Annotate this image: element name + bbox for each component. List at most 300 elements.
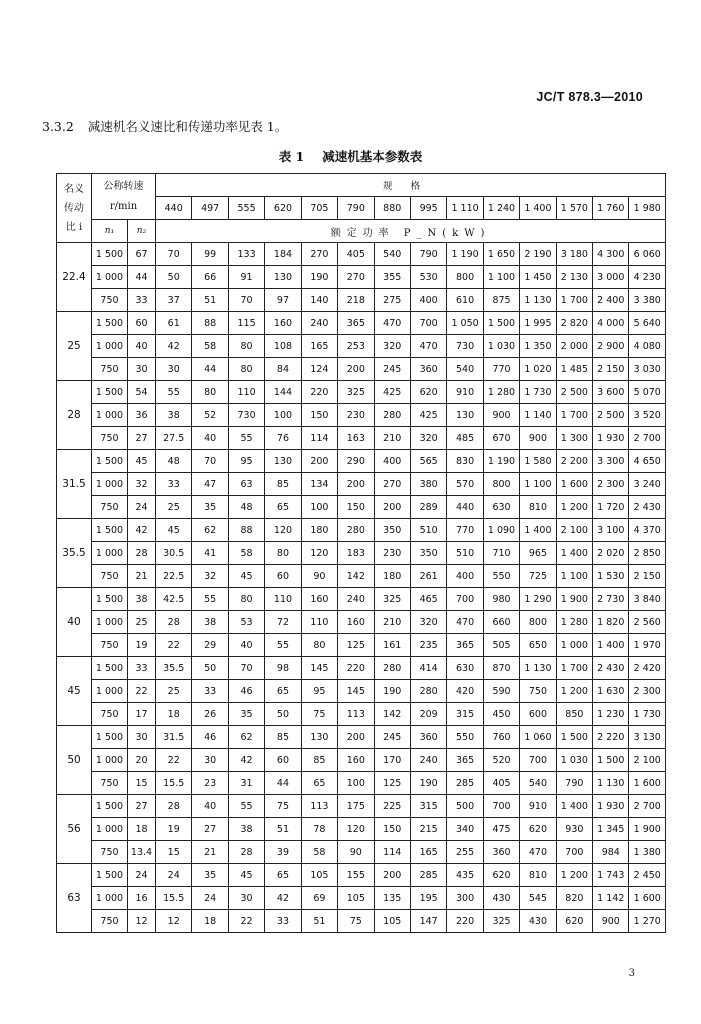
power-cell: 110: [265, 588, 301, 611]
power-cell: 50: [156, 266, 192, 289]
power-cell: 26: [192, 703, 228, 726]
power-cell: 55: [192, 588, 228, 611]
table-row: [57, 634, 666, 657]
power-cell: 150: [338, 496, 374, 519]
power-cell: 300: [447, 887, 483, 910]
power-cell: 2 400: [593, 289, 629, 312]
power-cell: 1 200: [556, 864, 592, 887]
power-cell: 550: [447, 726, 483, 749]
power-cell: 62: [192, 519, 228, 542]
power-cell: 570: [447, 473, 483, 496]
power-cell: 245: [374, 726, 410, 749]
power-cell: 365: [447, 634, 483, 657]
power-cell: 470: [410, 335, 446, 358]
power-cell: 930: [556, 818, 592, 841]
ratio-cell: 50: [57, 726, 92, 795]
n1-cell: 750: [92, 358, 128, 381]
power-cell: 3 130: [629, 726, 666, 749]
header-row-spec: [57, 174, 666, 197]
power-cell: 1 820: [593, 611, 629, 634]
power-cell: 78: [301, 818, 337, 841]
table-row: [57, 565, 666, 588]
power-cell: 155: [338, 864, 374, 887]
power-cell: 22: [156, 749, 192, 772]
power-cell: 33: [265, 910, 301, 933]
power-cell: 435: [447, 864, 483, 887]
power-cell: 1 190: [447, 243, 483, 266]
power-cell: 22: [156, 634, 192, 657]
power-cell: 900: [483, 404, 519, 427]
speed-header-line: 公称转速: [103, 180, 144, 192]
power-cell: 2 420: [629, 657, 666, 680]
power-cell: 225: [374, 795, 410, 818]
n2-cell: 17: [128, 703, 156, 726]
spec-value: 440: [156, 197, 192, 220]
power-cell: 820: [556, 887, 592, 910]
power-cell: 44: [192, 358, 228, 381]
n2-cell: 15: [128, 772, 156, 795]
power-cell: 400: [374, 450, 410, 473]
ratio-cell: 45: [57, 657, 92, 726]
power-cell: 1 485: [556, 358, 592, 381]
power-cell: 61: [156, 312, 192, 335]
power-cell: 800: [520, 611, 556, 634]
power-cell: 984: [593, 841, 629, 864]
table-row: [57, 841, 666, 864]
power-cell: 80: [301, 634, 337, 657]
power-cell: 1 130: [520, 657, 556, 680]
power-cell: 485: [447, 427, 483, 450]
power-cell: 160: [301, 588, 337, 611]
power-cell: 38: [156, 404, 192, 427]
n1-cell: 1 500: [92, 657, 128, 680]
power-cell: 165: [410, 841, 446, 864]
table-row: [57, 289, 666, 312]
power-cell: 52: [192, 404, 228, 427]
spec-value: 790: [338, 197, 374, 220]
power-cell: 520: [483, 749, 519, 772]
power-cell: 261: [410, 565, 446, 588]
power-cell: 2 450: [629, 864, 666, 887]
n2-cell: 19: [128, 634, 156, 657]
power-cell: 80: [228, 335, 264, 358]
power-cell: 1 100: [556, 565, 592, 588]
power-cell: 3 600: [593, 381, 629, 404]
power-cell: 84: [265, 358, 301, 381]
power-cell: 2 150: [593, 358, 629, 381]
power-cell: 3 300: [593, 450, 629, 473]
power-cell: 220: [338, 657, 374, 680]
n2-cell: 33: [128, 657, 156, 680]
power-cell: 1 050: [447, 312, 483, 335]
power-cell: 65: [265, 496, 301, 519]
n2-cell: 27: [128, 795, 156, 818]
power-cell: 6 060: [629, 243, 666, 266]
power-cell: 40: [228, 634, 264, 657]
power-cell: 183: [338, 542, 374, 565]
power-cell: 590: [483, 680, 519, 703]
power-cell: 710: [483, 542, 519, 565]
power-cell: 870: [483, 657, 519, 680]
power-cell: 2 020: [593, 542, 629, 565]
n1-cell: 1 500: [92, 519, 128, 542]
power-cell: 1 300: [556, 427, 592, 450]
power-cell: 875: [483, 289, 519, 312]
power-cell: 253: [338, 335, 374, 358]
power-cell: 70: [192, 450, 228, 473]
power-cell: 75: [265, 795, 301, 818]
power-cell: 600: [520, 703, 556, 726]
table-row: [57, 864, 666, 887]
power-cell: 35: [228, 703, 264, 726]
power-cell: 414: [410, 657, 446, 680]
table-row: [57, 358, 666, 381]
n2-cell: 27: [128, 427, 156, 450]
table-row: [57, 312, 666, 335]
spec-value: 497: [192, 197, 228, 220]
table-row: [57, 588, 666, 611]
power-cell: 150: [301, 404, 337, 427]
power-cell: 1 200: [556, 680, 592, 703]
power-cell: 240: [410, 749, 446, 772]
power-cell: 124: [301, 358, 337, 381]
n2-cell: 12: [128, 910, 156, 933]
power-cell: 700: [520, 749, 556, 772]
n2-cell: 42: [128, 519, 156, 542]
power-cell: 540: [447, 358, 483, 381]
power-cell: 31.5: [156, 726, 192, 749]
power-cell: 22: [228, 910, 264, 933]
n2-cell: 25: [128, 611, 156, 634]
power-cell: 2 500: [556, 381, 592, 404]
power-cell: 620: [520, 818, 556, 841]
power-cell: 160: [338, 611, 374, 634]
power-cell: 4 230: [629, 266, 666, 289]
power-cell: 540: [520, 772, 556, 795]
power-cell: 405: [338, 243, 374, 266]
power-cell: 1 020: [520, 358, 556, 381]
power-cell: 980: [483, 588, 519, 611]
power-cell: 270: [338, 266, 374, 289]
power-cell: 55: [228, 795, 264, 818]
n2-cell: 21: [128, 565, 156, 588]
n1-cell: 1 000: [92, 611, 128, 634]
power-cell: 175: [338, 795, 374, 818]
power-cell: 18: [156, 703, 192, 726]
n1-cell: 1 500: [92, 381, 128, 404]
power-cell: 270: [301, 243, 337, 266]
power-cell: 2 850: [629, 542, 666, 565]
power-cell: 200: [338, 358, 374, 381]
power-cell: 965: [520, 542, 556, 565]
table-row: [57, 772, 666, 795]
power-cell: 21: [192, 841, 228, 864]
table-row: [57, 657, 666, 680]
power-cell: 810: [520, 496, 556, 519]
power-cell: 1 500: [593, 749, 629, 772]
power-cell: 530: [410, 266, 446, 289]
n1-cell: 1 500: [92, 795, 128, 818]
power-cell: 70: [228, 289, 264, 312]
power-cell: 1 090: [483, 519, 519, 542]
power-cell: 1 190: [483, 450, 519, 473]
power-cell: 65: [301, 772, 337, 795]
power-cell: 1 700: [556, 289, 592, 312]
power-cell: 28: [156, 611, 192, 634]
power-cell: 85: [265, 726, 301, 749]
power-cell: 195: [410, 887, 446, 910]
power-cell: 790: [556, 772, 592, 795]
power-cell: 120: [265, 519, 301, 542]
power-cell: 1 730: [520, 381, 556, 404]
power-cell: 27: [192, 818, 228, 841]
n1-header: n₁: [92, 220, 128, 243]
power-cell: 670: [483, 427, 519, 450]
power-cell: 1 100: [520, 473, 556, 496]
power-cell: 140: [301, 289, 337, 312]
n2-cell: 28: [128, 542, 156, 565]
power-cell: 80: [192, 381, 228, 404]
power-cell: 1 400: [556, 795, 592, 818]
power-cell: 450: [483, 703, 519, 726]
n2-cell: 22: [128, 680, 156, 703]
power-cell: 30: [192, 749, 228, 772]
table-row: [57, 749, 666, 772]
power-cell: 115: [228, 312, 264, 335]
power-cell: 35.5: [156, 657, 192, 680]
power-cell: 1 743: [593, 864, 629, 887]
power-cell: 200: [374, 864, 410, 887]
power-cell: 58: [228, 542, 264, 565]
power-cell: 51: [192, 289, 228, 312]
power-cell: 50: [265, 703, 301, 726]
power-cell: 69: [301, 887, 337, 910]
power-cell: 280: [410, 680, 446, 703]
table-row: [57, 887, 666, 910]
power-cell: 315: [410, 795, 446, 818]
power-cell: 3 000: [593, 266, 629, 289]
table-number: 表 1: [278, 149, 305, 164]
power-cell: 4 080: [629, 335, 666, 358]
power-cell: 150: [374, 818, 410, 841]
power-cell: 42: [156, 335, 192, 358]
power-cell: 3 180: [556, 243, 592, 266]
n1-cell: 1 000: [92, 266, 128, 289]
power-cell: 400: [410, 289, 446, 312]
power-cell: 365: [447, 749, 483, 772]
power-cell: 320: [374, 335, 410, 358]
power-cell: 1 270: [629, 910, 666, 933]
power-cell: 910: [447, 381, 483, 404]
power-cell: 730: [447, 335, 483, 358]
standard-code: JC/T 878.3—2010: [536, 90, 643, 104]
power-cell: 360: [483, 841, 519, 864]
n1-cell: 750: [92, 703, 128, 726]
power-cell: 113: [301, 795, 337, 818]
power-cell: 2 100: [556, 519, 592, 542]
power-cell: 35: [192, 864, 228, 887]
power-cell: 1 400: [593, 634, 629, 657]
power-cell: 280: [374, 404, 410, 427]
power-cell: 58: [192, 335, 228, 358]
power-cell: 230: [338, 404, 374, 427]
power-cell: 42: [228, 749, 264, 772]
table-row: [57, 795, 666, 818]
power-cell: 51: [301, 910, 337, 933]
power-cell: 46: [228, 680, 264, 703]
n1-cell: 1 500: [92, 864, 128, 887]
power-cell: 200: [374, 496, 410, 519]
power-cell: 40: [192, 795, 228, 818]
ratio-cell: 40: [57, 588, 92, 657]
power-cell: 1 995: [520, 312, 556, 335]
power-cell: 55: [156, 381, 192, 404]
power-cell: 170: [374, 749, 410, 772]
power-cell: 210: [374, 611, 410, 634]
power-cell: 220: [447, 910, 483, 933]
n1-cell: 750: [92, 565, 128, 588]
power-cell: 130: [447, 404, 483, 427]
power-cell: 770: [447, 519, 483, 542]
power-cell: 1 500: [556, 726, 592, 749]
power-cell: 105: [338, 887, 374, 910]
power-cell: 2 000: [556, 335, 592, 358]
power-cell: 200: [338, 473, 374, 496]
power-cell: 1 030: [483, 335, 519, 358]
n2-cell: 24: [128, 864, 156, 887]
power-cell: 190: [410, 772, 446, 795]
power-cell: 90: [301, 565, 337, 588]
power-cell: 1 450: [520, 266, 556, 289]
power-cell: 1 580: [520, 450, 556, 473]
power-cell: 1 280: [556, 611, 592, 634]
power-cell: 1 700: [556, 657, 592, 680]
power-cell: 105: [374, 910, 410, 933]
n2-cell: 38: [128, 588, 156, 611]
power-cell: 147: [410, 910, 446, 933]
power-cell: 1 130: [593, 772, 629, 795]
n1-cell: 1 500: [92, 243, 128, 266]
power-cell: 470: [447, 611, 483, 634]
ratio-header-line: 名义: [64, 183, 84, 195]
power-cell: 1 000: [556, 634, 592, 657]
power-cell: 850: [556, 703, 592, 726]
power-cell: 900: [520, 427, 556, 450]
power-cell: 190: [301, 266, 337, 289]
power-cell: 540: [374, 243, 410, 266]
power-cell: 97: [265, 289, 301, 312]
power-cell: 565: [410, 450, 446, 473]
table-row: [57, 473, 666, 496]
power-cell: 95: [301, 680, 337, 703]
power-cell: 425: [374, 381, 410, 404]
n1-cell: 1 000: [92, 404, 128, 427]
power-cell: 475: [483, 818, 519, 841]
power-cell: 1 600: [629, 887, 666, 910]
power-cell: 1 230: [593, 703, 629, 726]
ratio-cell: 35.5: [57, 519, 92, 588]
power-cell: 255: [447, 841, 483, 864]
power-cell: 340: [447, 818, 483, 841]
power-cell: 1 600: [556, 473, 592, 496]
power-cell: 289: [410, 496, 446, 519]
power-cell: 30: [156, 358, 192, 381]
power-cell: 190: [374, 680, 410, 703]
power-cell: 760: [483, 726, 519, 749]
power-cell: 44: [265, 772, 301, 795]
power-cell: 315: [447, 703, 483, 726]
power-cell: 365: [338, 312, 374, 335]
power-cell: 180: [374, 565, 410, 588]
power-cell: 100: [265, 404, 301, 427]
power-cell: 125: [374, 772, 410, 795]
n2-cell: 16: [128, 887, 156, 910]
n2-header: n₂: [128, 220, 156, 243]
spec-value: 880: [374, 197, 410, 220]
power-cell: 730: [228, 404, 264, 427]
power-cell: 12: [156, 910, 192, 933]
power-cell: 290: [338, 450, 374, 473]
power-cell: 45: [228, 565, 264, 588]
power-cell: 2 130: [556, 266, 592, 289]
power-cell: 355: [374, 266, 410, 289]
table-row: [57, 611, 666, 634]
power-cell: 163: [338, 427, 374, 450]
power-cell: 75: [338, 910, 374, 933]
n1-cell: 750: [92, 427, 128, 450]
power-cell: 500: [447, 795, 483, 818]
power-cell: 38: [192, 611, 228, 634]
power-cell: 1 630: [593, 680, 629, 703]
power-cell: 5 640: [629, 312, 666, 335]
n1-cell: 750: [92, 496, 128, 519]
n1-cell: 1 000: [92, 818, 128, 841]
power-cell: 142: [338, 565, 374, 588]
power-cell: 380: [410, 473, 446, 496]
power-cell: 700: [556, 841, 592, 864]
power-cell: 220: [301, 381, 337, 404]
n2-cell: 67: [128, 243, 156, 266]
power-cell: 24: [192, 887, 228, 910]
table-row: [57, 266, 666, 289]
power-cell: 70: [156, 243, 192, 266]
power-cell: 1 600: [629, 772, 666, 795]
table-caption: [0, 147, 701, 165]
power-cell: 320: [410, 427, 446, 450]
power-cell: 24: [156, 864, 192, 887]
power-cell: 145: [301, 657, 337, 680]
power-cell: 145: [338, 680, 374, 703]
clause-text: 减速机名义速比和传递功率见表 1。: [87, 119, 288, 134]
power-cell: 285: [447, 772, 483, 795]
n2-cell: 40: [128, 335, 156, 358]
power-cell: 4 000: [593, 312, 629, 335]
power-cell: 240: [338, 588, 374, 611]
power-cell: 1 130: [520, 289, 556, 312]
power-cell: 350: [374, 519, 410, 542]
power-cell: 1 970: [629, 634, 666, 657]
power-cell: 3 100: [593, 519, 629, 542]
power-cell: 1 400: [556, 542, 592, 565]
power-cell: 32: [192, 565, 228, 588]
power-cell: 700: [483, 795, 519, 818]
n1-cell: 1 000: [92, 335, 128, 358]
power-cell: 184: [265, 243, 301, 266]
power-cell: 114: [301, 427, 337, 450]
power-cell: 46: [192, 726, 228, 749]
power-cell: 790: [410, 243, 446, 266]
power-cell: 29: [192, 634, 228, 657]
